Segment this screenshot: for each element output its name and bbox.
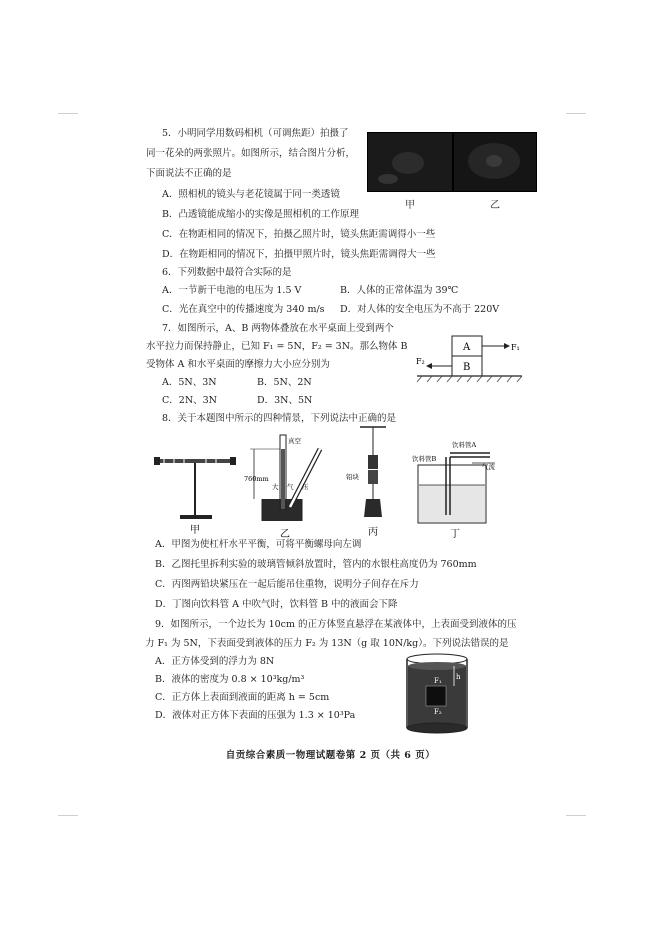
q6-stem: 6．下列数据中最符合实际的是: [162, 267, 292, 278]
scan-mark-left: [58, 113, 78, 114]
label-da: 大: [272, 483, 279, 491]
q7-option-d: D．3N、5N: [257, 395, 313, 406]
q9-option-c: C．正方体上表面到液面的距离 h = 5cm: [155, 692, 330, 703]
q5-option-a: A．照相机的镜头与老花镜属于同一类透镜: [162, 189, 340, 200]
q6-option-b: B．人体的正常体温为 39℃: [340, 285, 459, 296]
q5-stem-line3: 下面说法不正确的是: [146, 168, 232, 179]
lead-blocks-figure-bing: [360, 427, 386, 517]
q6-option-d: D．对人体的安全电压为不高于 220V: [340, 304, 500, 315]
q5-option-b: B．凸透镜能成缩小的实像是照相机的工作原理: [162, 209, 359, 220]
q5-stem-line1: 5．小明同学用数码相机（可调焦距）拍摄了: [162, 128, 349, 139]
flower-photo-jia: [368, 133, 452, 191]
q7-figure: [412, 330, 527, 388]
label-h: h: [456, 673, 461, 681]
q7-stem-line3: 受物体 A 和水平桌面的摩擦力大小应分别为: [146, 359, 330, 370]
q5-stem-line2: 同一花朵的两张照片。如图所示，结合图片分析，: [146, 148, 356, 159]
q9-option-b: B．液体的密度为 0.8 × 10³kg/m³: [155, 674, 305, 685]
q5-photo-yi: [453, 132, 537, 192]
label-760mm: 760mm: [244, 475, 269, 483]
scan-mark-right: [566, 113, 586, 114]
q9-stem-line2: 力 F₁ 为 5N，下表面受到液体的压力 F₂ 为 13N（g 取 10N/kg）。下列说法错误的是: [145, 638, 509, 649]
q7-option-b: B．5N、2N: [257, 377, 312, 388]
q5-photo-jia: [367, 132, 453, 192]
q5-caption-jia: 甲: [405, 200, 415, 211]
label-tube-b: 饮料管B: [412, 455, 437, 463]
caption-yi: 乙: [280, 529, 290, 540]
q8-stem: 8．关于本题图中所示的四种情景，下列说法中正确的是: [162, 413, 397, 424]
label-airflow: 气流: [482, 463, 495, 471]
q9-stem-line1: 9．如图所示，一个边长为 10cm 的正方体竖直悬浮在某液体中，上表面受到液体的压: [155, 619, 517, 630]
q5-caption-yi: 乙: [490, 200, 500, 211]
q8-option-a: A．甲图为使杠杆水平平衡，可将平衡螺母向左调: [155, 539, 362, 550]
force-f1-label: F₁: [511, 343, 520, 352]
q9-figure: [402, 652, 472, 734]
q5-option-d: D．在物距相同的情况下，拍摄甲照片时，镜头焦距需调得大一些: [162, 249, 436, 260]
q7-option-a: A．5N、3N: [162, 377, 217, 388]
q6-option-a: A．一节新干电池的电压为 1.5 V: [162, 285, 302, 296]
block-b-label: B: [463, 362, 471, 373]
force-f2-label: F₂: [416, 357, 425, 366]
page-footer: 自贡综合素质一物理试题卷第 2 页（共 6 页）: [225, 750, 436, 761]
scan-mark-right-bottom: [566, 815, 586, 816]
q7-option-c: C．2N、3N: [162, 395, 217, 406]
label-vacuum: 真空: [288, 437, 301, 445]
q9-option-d: D．液体对正方体下表面的压强为 1.3 × 10³Pa: [155, 710, 356, 721]
q5-option-c: C．在物距相同的情况下，拍摄乙照片时，镜头焦距需调得小一些: [162, 229, 436, 240]
caption-ding: 丁: [450, 529, 460, 540]
label-ya: 压: [302, 483, 309, 491]
label-lead: 铅块: [346, 473, 359, 481]
q8-figures: [150, 425, 510, 540]
label-tube-a: 饮料管A: [452, 441, 477, 449]
q7-stem-line1: 7．如图所示，A、B 两物体叠放在水平桌面上受到两个: [162, 323, 394, 334]
caption-jia: 甲: [190, 525, 200, 536]
label-f1: F₁: [434, 677, 442, 685]
caption-bing: 丙: [368, 527, 378, 538]
lever-figure-jia: [154, 457, 236, 519]
block-a-label: A: [463, 342, 471, 353]
q9-option-a: A．正方体受到的浮力为 8N: [155, 656, 275, 667]
label-qi: 气: [287, 483, 294, 491]
label-f2: F₂: [434, 708, 442, 716]
q8-option-c: C．丙图两铅块紧压在一起后能吊住重物，说明分子间存在斥力: [155, 579, 419, 590]
q8-option-d: D．丁图向饮料管 A 中吹气时，饮料管 B 中的液面会下降: [155, 599, 398, 610]
q7-stem-line2: 水平拉力而保持静止，已知 F₁ = 5N，F₂ = 3N。那么物体 B: [146, 341, 408, 352]
q6-option-c: C．光在真空中的传播速度为 340 m/s: [162, 304, 325, 315]
cube: [426, 686, 446, 706]
scan-mark-left-bottom: [58, 815, 78, 816]
flower-photo-yi: [454, 133, 536, 191]
q8-option-b: B．乙图托里拆利实验的玻璃管倾斜放置时，管内的水银柱高度仍为 760mm: [155, 559, 477, 570]
